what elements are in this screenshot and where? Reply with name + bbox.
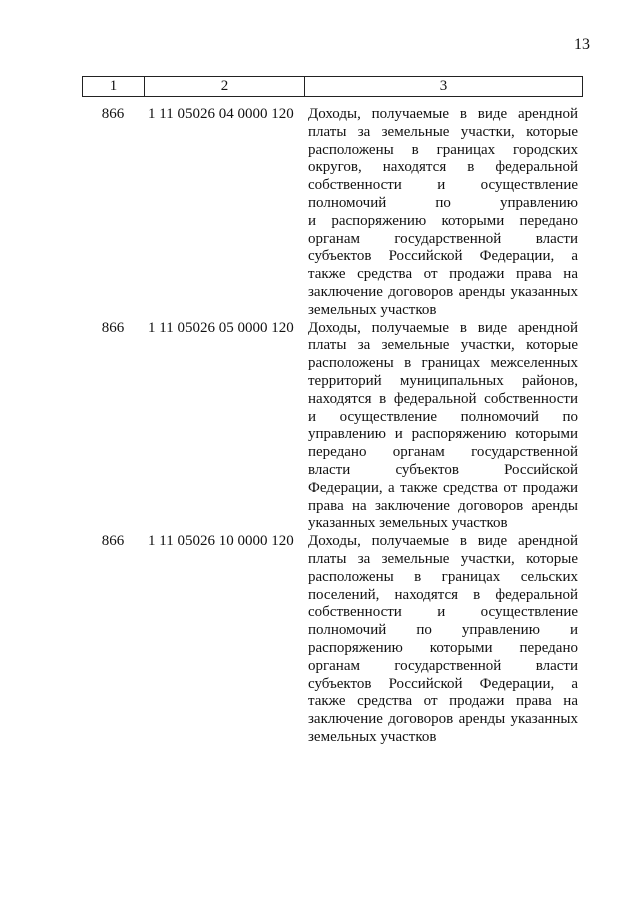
description-line: собственности и осуществление: [308, 604, 578, 621]
description-line: собственности и осуществление: [308, 177, 578, 194]
description-line: расположены в границах городских: [308, 141, 578, 158]
description-line: и осуществление полномочий по: [308, 408, 578, 425]
description-line: находятся в федеральной собственности: [308, 390, 578, 407]
description-line: платы за земельные участки, которые: [308, 550, 578, 567]
column-header-1: 1: [83, 77, 145, 97]
description-line: Федерации, а также средства от продажи: [308, 479, 578, 496]
budget-code: 1 11 05026 10 0000 120: [148, 533, 294, 550]
description-line: земельных участков: [308, 301, 437, 318]
description-line: платы за земельные участки, которые: [308, 337, 578, 354]
budget-code: 1 11 05026 05 0000 120: [148, 319, 294, 336]
table-row: [82, 106, 582, 320]
description-line: органам государственной власти: [308, 657, 578, 674]
description-line: земельных участков: [308, 728, 437, 745]
column-header-2: 2: [145, 77, 305, 97]
description-line: управлению и распоряжению которыми: [308, 426, 578, 443]
description-line: власти субъектов Российской: [308, 461, 578, 478]
description-line: и распоряжению которыми передано: [308, 212, 578, 229]
description-line: Доходы, получаемые в виде арендной: [308, 106, 578, 122]
admin-code: 866: [101, 319, 125, 336]
description-line: распоряжению которыми передано: [308, 639, 578, 656]
description-line: заключение договоров аренды указанных: [308, 711, 578, 728]
description-line: заключение договоров аренды указанных: [308, 283, 578, 300]
description-line: права на заключение договоров аренды: [308, 497, 578, 514]
description-line: Доходы, получаемые в виде арендной: [308, 533, 578, 550]
admin-code: 866: [101, 106, 125, 122]
description-line: округов, находятся в федеральной: [308, 159, 578, 176]
description-line: платы за земельные участки, которые: [308, 123, 578, 140]
budget-code: 1 11 05026 04 0000 120: [148, 106, 294, 122]
page-number: 13: [574, 36, 590, 53]
income-description: [308, 106, 578, 320]
description-line: органам государственной власти: [308, 230, 578, 247]
table-header: [82, 76, 583, 97]
admin-code: 866: [101, 533, 125, 550]
description-line: полномочий по управлению: [308, 194, 578, 211]
description-line: поселений, находятся в федеральной: [308, 586, 578, 603]
description-line: также средства от продажи права на: [308, 266, 578, 283]
description-line: передано органам государственной: [308, 444, 578, 461]
description-line: Доходы, получаемые в виде арендной: [308, 319, 578, 336]
description-line: субъектов Российской Федерации, а: [308, 248, 578, 265]
description-line: полномочий по управлению и: [308, 622, 578, 639]
description-line: субъектов Российской Федерации, а: [308, 675, 578, 692]
description-line: территорий муниципальных районов,: [308, 372, 578, 389]
table-row: [82, 533, 582, 747]
description-line: также средства от продажи права на: [308, 693, 578, 710]
description-line: расположены в границах межселенных: [308, 355, 578, 372]
table-row: [82, 320, 582, 534]
description-line: указанных земельных участков: [308, 515, 508, 532]
description-line: расположены в границах сельских: [308, 568, 578, 585]
table-body: [82, 106, 582, 747]
column-header-3: 3: [305, 77, 583, 97]
income-description: [308, 533, 578, 747]
income-description: [308, 320, 578, 534]
